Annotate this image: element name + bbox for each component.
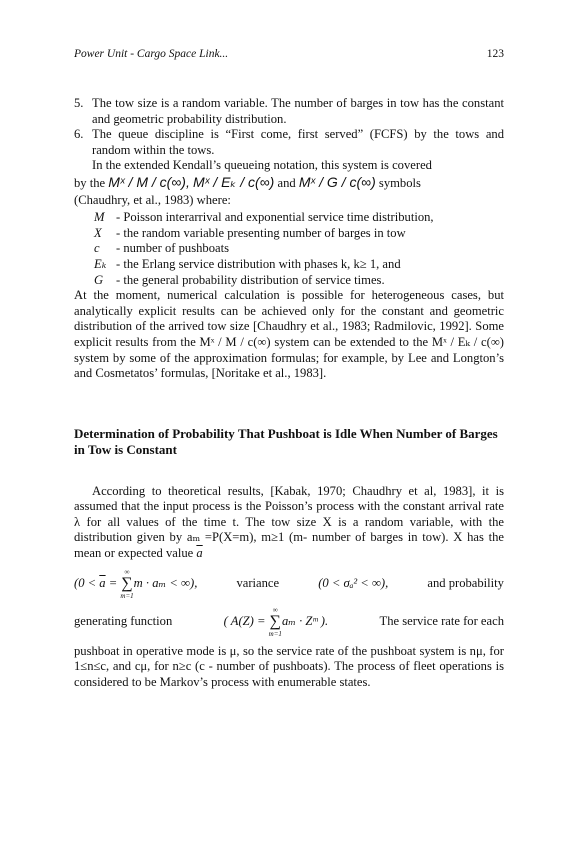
paragraph-theoretical-results: [74, 484, 504, 691]
kendall-paragraph: [74, 158, 504, 208]
kendall-symbols-line: [74, 175, 504, 192]
definition-text: - Poisson interarrival and exponential service time distribution,: [116, 210, 434, 225]
and-text: and: [277, 175, 296, 190]
definition-item: [94, 257, 504, 273]
para2-text: [74, 484, 504, 562]
summation-symbol: ∞ ∑ m=1: [268, 605, 282, 638]
definition-item: [94, 210, 504, 226]
variance-label: variance: [236, 575, 280, 590]
notation-mx-m-c: Mˣ / M / c(∞),: [108, 173, 190, 190]
mean-eq-term: m · aₘ < ∞),: [133, 575, 198, 590]
definition-symbol: c: [94, 241, 100, 256]
sum-upper-limit: ∞: [124, 567, 130, 576]
gf-eq-term: aₘ · Zᵐ ).: [281, 613, 329, 628]
notation-mx-g-c: Mˣ / G / c(∞): [298, 173, 376, 190]
running-header: [74, 48, 504, 66]
sum-upper-limit: ∞: [272, 605, 278, 614]
definition-text: - the random variable presenting number of barges in tow: [116, 225, 406, 240]
mean-eq-left: (0 <: [74, 575, 100, 590]
generating-function-line: [74, 606, 504, 638]
notation-mx-ek-c: Mˣ / Eₖ / c(∞): [193, 173, 275, 190]
section-heading: Determination of Probability That Pushboat is Idle When Number of Barges in Tow is Constant: [74, 425, 498, 457]
definition-list: [94, 210, 504, 288]
mean-eq-abar: $\overline{a}$: [99, 575, 106, 590]
definition-item: [94, 273, 504, 289]
list-item: [74, 96, 504, 127]
mean-variance-line: [74, 568, 504, 600]
service-rate-tail: The service rate for each: [379, 613, 504, 628]
paragraph-numerical-calculation: At the moment, numerical calculation is possible for heterogeneous cases, but analytically explicit results can be achieved only for the constant and geometric distribution of the arrived tow size [Chaudhry et al., 1983; Radmilovic, 1992]. Some explicit results from the Mˣ / M / c(∞) system can be extended to the Mˣ / Eₖ / c(∞) system by some of the approximation formulas; for example, by Lee and Longton’s and Cosmetatos’ formulas, [Noritake et al., 1983].: [74, 288, 504, 381]
definition-symbol: Eₖ: [94, 256, 107, 271]
para2-part2: pushboat in operative mode is μ, so the service rate of the pushboat system is nμ, for 1≤n≤c, and cμ, for n≥c (c - number of pushboats). The process of fleet operations is considered to be Markov’s process with enumerable states.: [74, 643, 504, 689]
para2-part1: According to theoretical results, [Kabak, 1970; Chaudhry et al, 1983], it is assumed that the input process is the Poisson’s process with the constant arrival rate λ for all values of the time t. The tow size X is a random variable, with the distribution given by aₘ =P(X=m), m≥1 (m- number of barges in tow). X has the mean or expected value: [74, 483, 504, 561]
definition-text: - number of pushboats: [116, 241, 229, 256]
running-title: Power Unit - Cargo Space Link...: [74, 48, 229, 60]
list-item: [74, 127, 504, 158]
assumption-list: [74, 96, 504, 158]
generating-function-label: generating function: [74, 613, 173, 628]
definition-symbol: G: [94, 272, 104, 287]
by-the-text: by the: [74, 175, 106, 190]
list-text: The queue discipline is “First come, first served” (FCFS) by the tows and random within the tows.: [92, 127, 504, 157]
symbols-text: symbols: [378, 175, 421, 190]
list-number: 6.: [74, 127, 84, 142]
generating-function-equation: [224, 606, 329, 638]
variance-expression: (0 < σₐ² < ∞),: [318, 575, 389, 590]
list-text: The tow size is a random variable. The number of barges in tow has the constant and geometric probability distribution.: [92, 96, 504, 126]
gf-eq-left: ( A(Z) =: [223, 613, 269, 628]
definition-symbol: X: [94, 225, 102, 240]
definition-item: [94, 226, 504, 242]
mean-eq-equals: =: [105, 575, 121, 590]
kendall-citation: (Chaudhry, et al., 1983) where:: [74, 192, 231, 207]
and-probability-text: and probability: [427, 575, 504, 590]
definition-text: - the Erlang service distribution with phases k, k≥ 1, and: [116, 256, 401, 271]
definition-text: - the general probability distribution of service times.: [116, 272, 385, 287]
sum-lower-limit: m=1: [120, 591, 134, 600]
kendall-intro: In the extended Kendall’s queueing notation, this system is covered: [92, 158, 432, 173]
list-number: 5.: [74, 96, 84, 110]
page-number: 123: [486, 48, 504, 60]
mean-equation: [74, 568, 197, 600]
definition-symbol: M: [94, 210, 105, 225]
sum-lower-limit: m=1: [268, 629, 282, 638]
definition-item: [94, 241, 504, 257]
summation-symbol: ∞ ∑ m=1: [120, 567, 134, 600]
mean-a-bar: $\overline{a}$: [196, 546, 203, 561]
page: [74, 48, 504, 690]
